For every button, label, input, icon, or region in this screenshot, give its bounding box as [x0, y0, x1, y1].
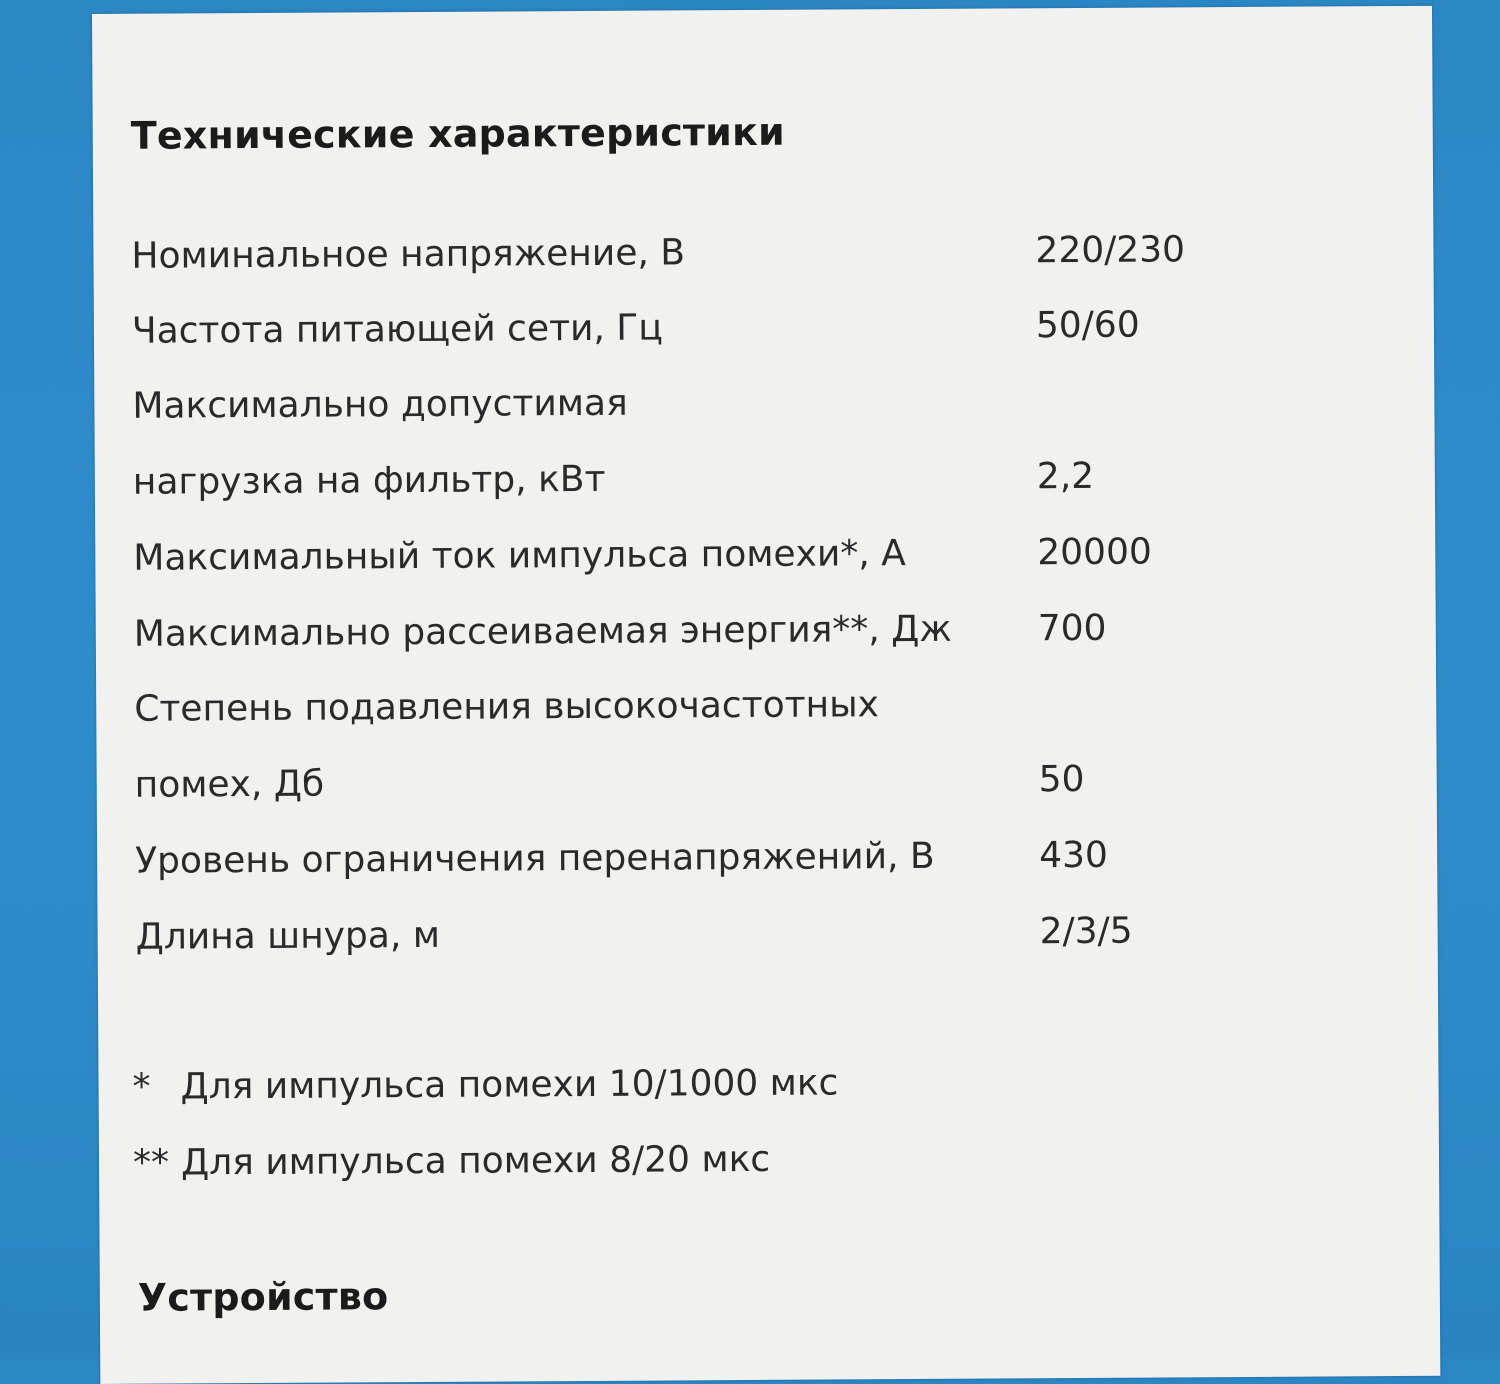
spec-value: 700 — [1037, 607, 1107, 650]
spec-value: 50/60 — [1035, 304, 1140, 347]
next-section-title: Устройство — [137, 1274, 389, 1320]
spec-label: Максимально допустимая — [132, 382, 628, 427]
section-title: Технические характеристики — [130, 109, 785, 158]
spec-value: 50 — [1038, 758, 1085, 801]
spec-label: помех, Дб — [134, 763, 325, 806]
footnote-text: Для импульса помехи 10/1000 мкс — [180, 1062, 839, 1108]
spec-label: Номинальное напряжение, В — [131, 232, 686, 277]
spec-value: 220/230 — [1035, 229, 1186, 272]
footnote-text: Для импульса помехи 8/20 мкс — [180, 1138, 771, 1184]
spec-label: Частота питающей сети, Гц — [131, 307, 663, 352]
spec-label: нагрузка на фильтр, кВт — [132, 458, 606, 503]
spec-value: 2/3/5 — [1039, 910, 1133, 953]
spec-label: Длина шнура, м — [135, 914, 441, 958]
spec-sheet — [92, 6, 1440, 1384]
spec-value: 20000 — [1037, 531, 1152, 574]
spec-value: 2,2 — [1036, 455, 1095, 498]
footnote-marker: ** — [132, 1142, 170, 1184]
footnote-marker: * — [132, 1066, 151, 1108]
spec-label: Максимально рассеиваемая энергия**, Дж — [133, 608, 952, 655]
spec-label: Уровень ограничения перенапряжений, В — [135, 835, 935, 882]
spec-label: Максимальный ток импульса помехи*, А — [133, 533, 906, 579]
spec-label: Степень подавления высокочастотных — [134, 684, 880, 730]
spec-value: 430 — [1039, 834, 1109, 877]
